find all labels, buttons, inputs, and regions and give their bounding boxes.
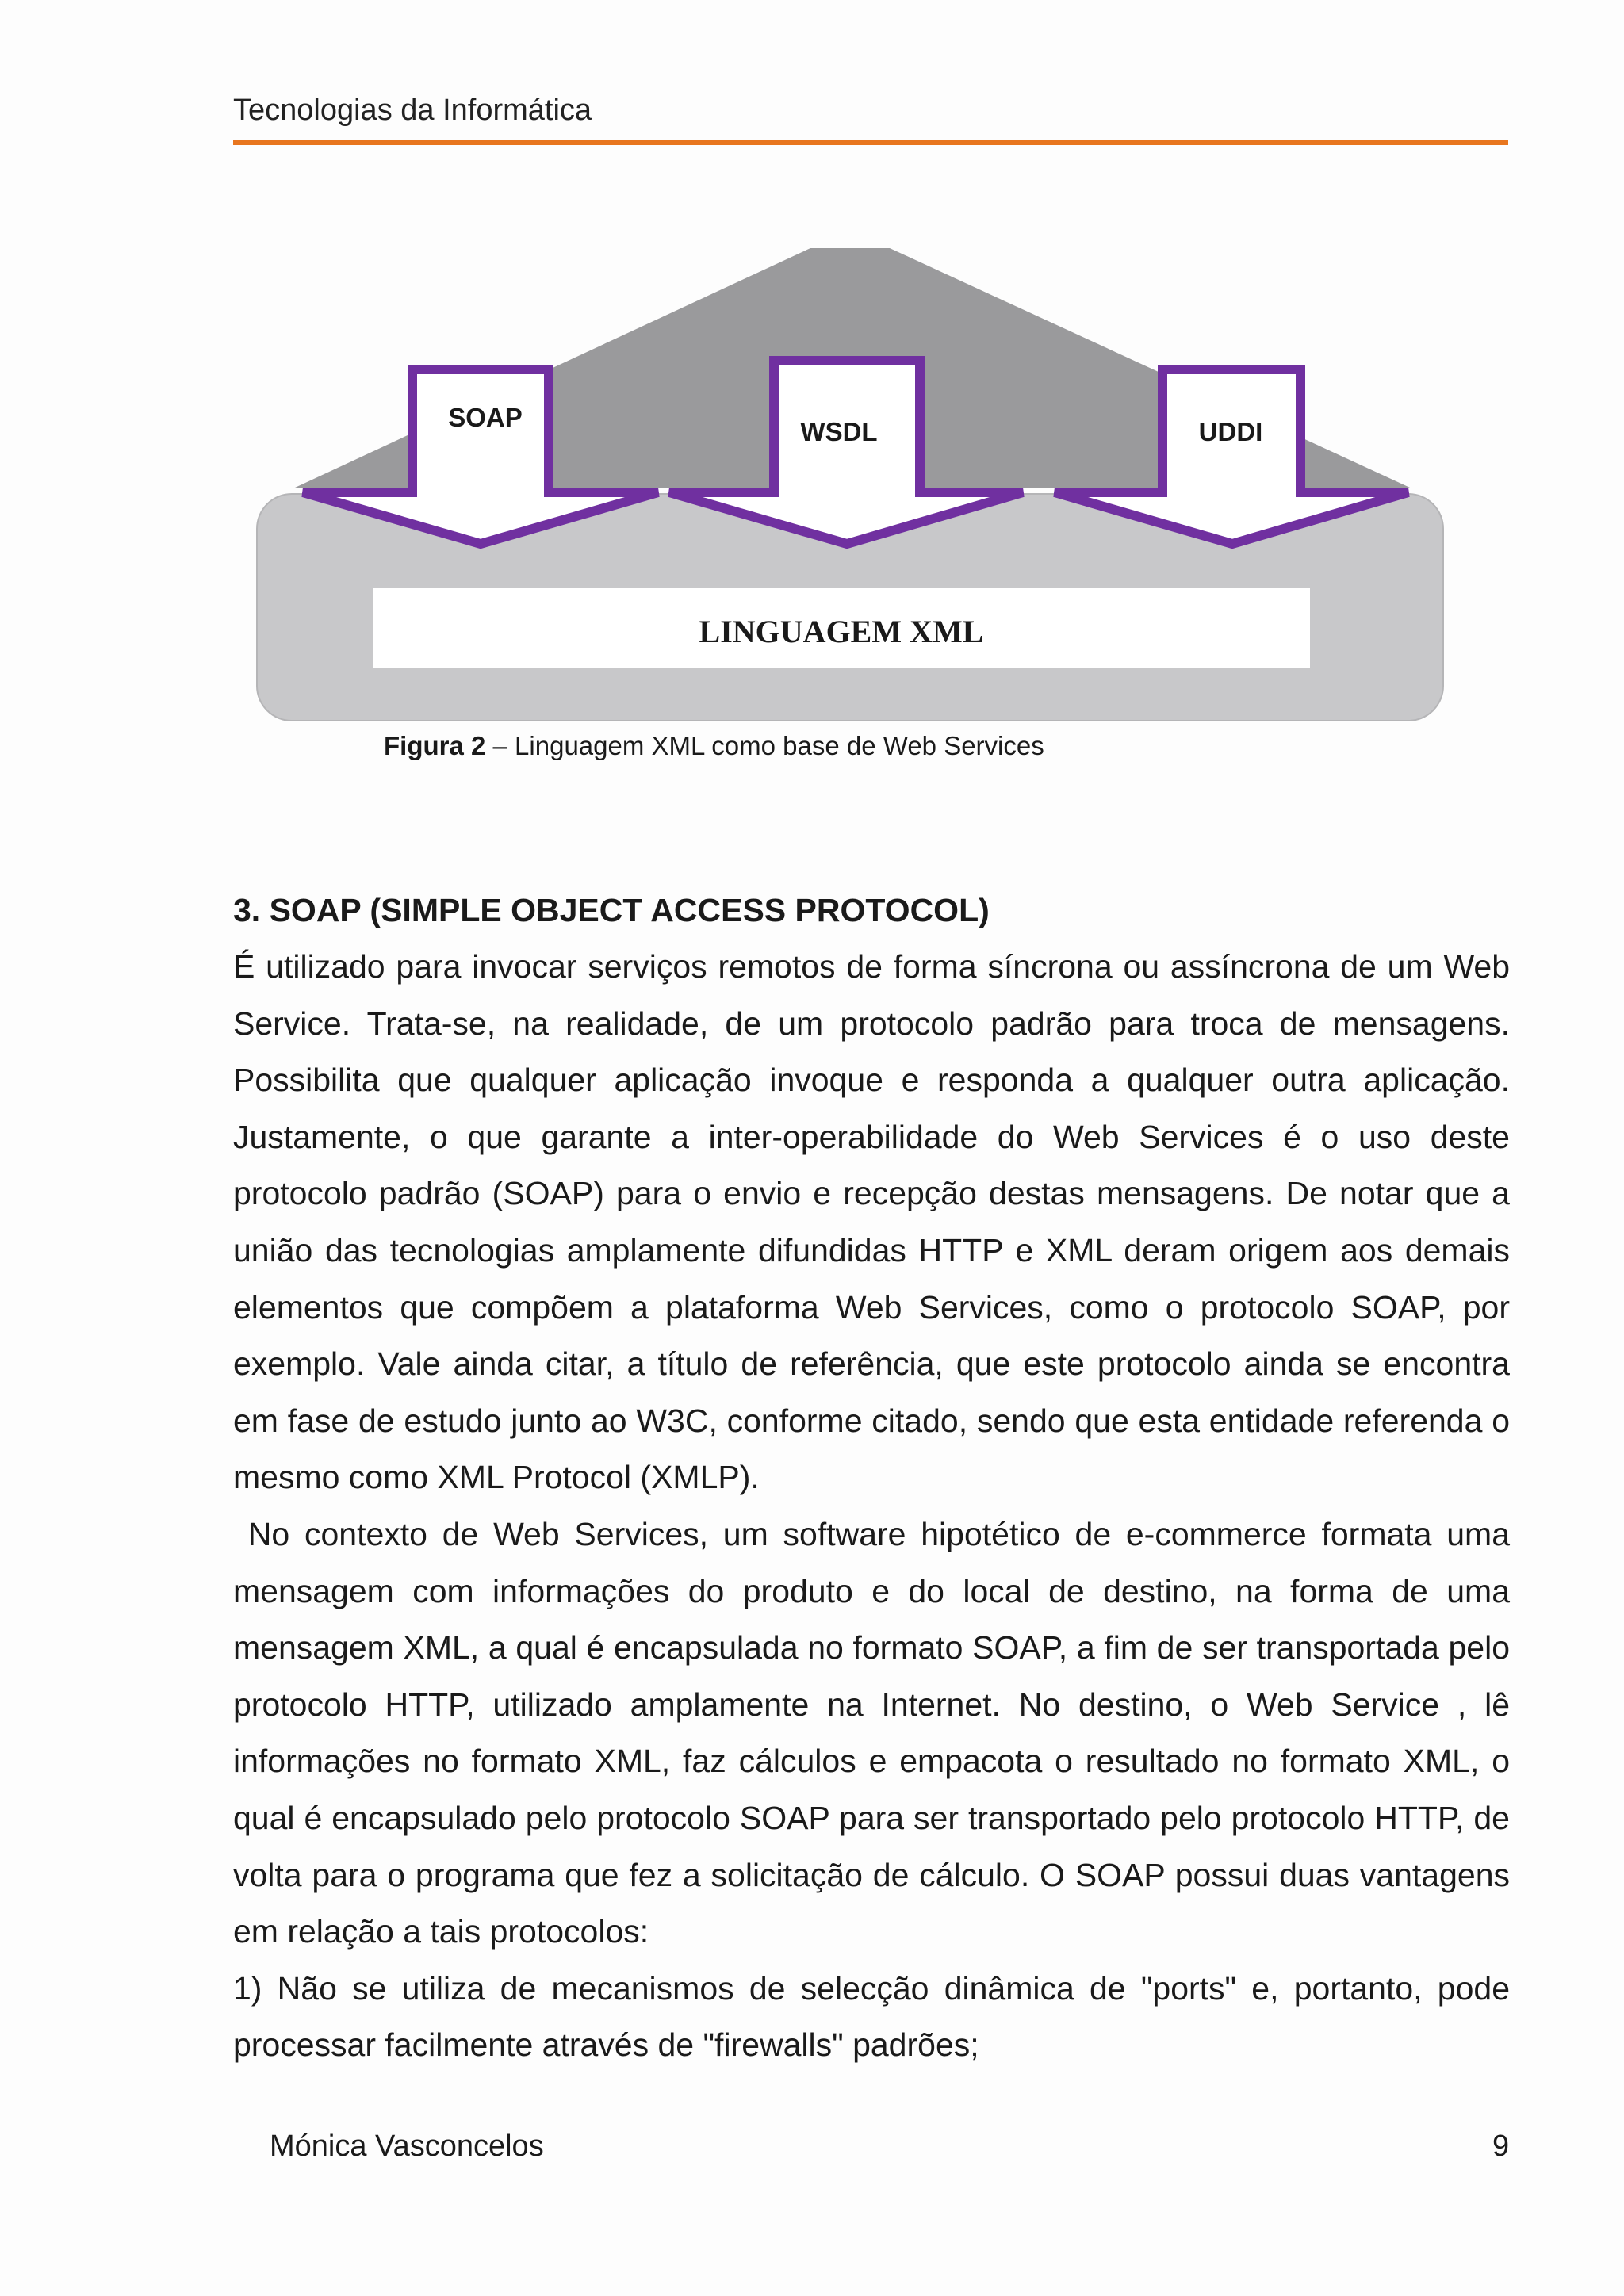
wsdl-label: WSDL (800, 417, 878, 446)
footer-author: Mónica Vasconcelos (270, 2130, 544, 2163)
paragraph-2: No contexto de Web Services, um software hipotético de e-commerce formata uma mensagem com informações do produto e do local de destino, na forma de uma mensagem XML, a qual é encapsulada no formato SOAP, a fim de ser transportada pelo protocolo HTTP, utilizado amplamente na Internet. No destino, o Web Service , lê informações no formato XML, faz cálculos e empacota o resultado no formato XML, o qual é encapsulado pelo protocolo SOAP para ser transportado pelo protocolo HTTP, de volta para o programa que fez a solicitação de cálculo. O SOAP possui duas vantagens em relação a tais protocolos: (233, 1515, 1519, 1950)
figure-xml-diagram (238, 242, 1459, 733)
figure-caption (384, 731, 1044, 761)
section-content (233, 882, 1519, 2074)
running-header: Tecnologias da Informática (233, 94, 592, 127)
caption-label: Figura 2 (384, 731, 486, 760)
paragraph-3: 1) Não se utiliza de mecanismos de selecção dinâmica de "ports" e, portanto, pode processar facilmente através de "firewalls" padrões; (233, 1969, 1510, 2064)
caption-text: – Linguagem XML como base de Web Services (485, 731, 1044, 760)
soap-label: SOAP (448, 403, 523, 432)
paragraph-1: É utilizado para invocar serviços remotos de forma síncrona ou assíncrona de um Web Service. Trata-se, na realidade, de um protocolo padrão para troca de mensagens. Possibilita que qualquer aplicação invoque e responda a qualquer outra aplicação. Justamente, o que garante a inter-operabilidade do Web Services é o uso deste protocolo padrão (SOAP) para o envio e recepção destas mensagens. De notar que a união das tecnologias amplamente difundidas HTTP e XML deram origem aos demais elementos que compõem a plataforma Web Services, como o protocolo SOAP, por exemplo. Vale ainda citar, a título de referência, que este protocolo ainda se encontra em fase de estudo junto ao W3C, conforme citado, sendo que esta entidade referenda o mesmo como XML Protocol (XMLP). (233, 948, 1510, 1496)
uddi-label: UDDI (1198, 417, 1263, 446)
section-heading: 3. SOAP (SIMPLE OBJECT ACCESS PROTOCOL) (233, 892, 990, 928)
header-rule (233, 140, 1508, 145)
base-label: LINGUAGEM XML (699, 614, 984, 649)
page-number: 9 (1492, 2130, 1510, 2163)
